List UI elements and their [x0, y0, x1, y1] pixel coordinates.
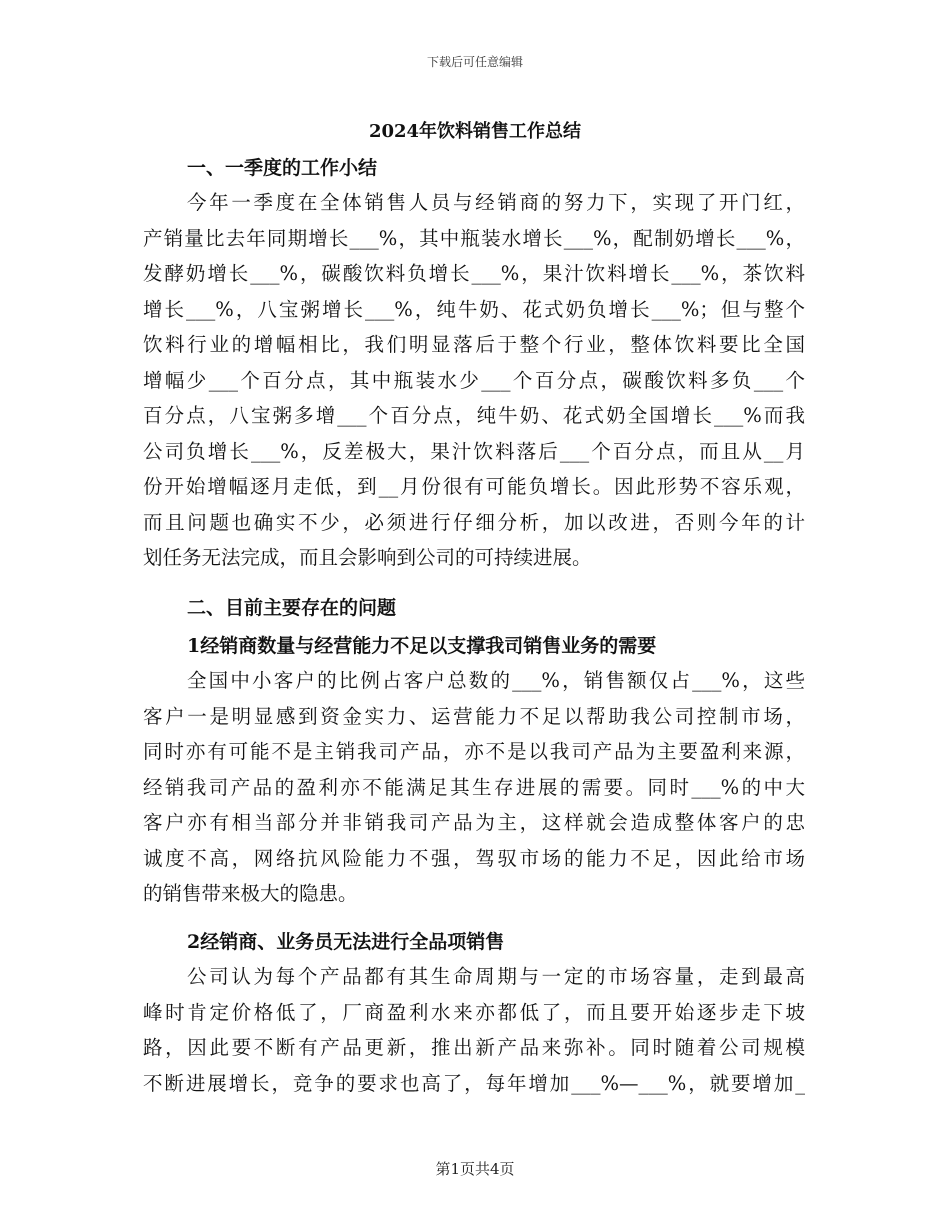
paragraph-line: 客户亦有相当部分并非销我司产品为主，这样就会造成整体客户的忠 — [143, 811, 805, 834]
section-2 — [143, 591, 805, 625]
page-number: 第1页共4页 — [435, 1160, 515, 1178]
paragraph-line: 划任务无法完成，而且会影响到公司的可持续进展。 — [143, 546, 592, 569]
subsection-1 — [143, 629, 805, 912]
paragraph-line: 的销售带来极大的隐患。 — [143, 882, 358, 905]
paragraph-line: 诚度不高，网络抗风险能力不强，驾驭市场的能力不足，因此给市场 — [143, 846, 805, 870]
page-header-note: 下载后可任意编辑 — [426, 55, 523, 69]
subsection-2 — [143, 925, 805, 1101]
paragraph-line: 公司认为每个产品都有其生命周期与一定的市场容量，走到最高 — [187, 965, 805, 988]
paragraph-line: 峰时肯定价格低了，厂商盈利水来亦都低了，而且要开始逐步走下坡 — [143, 1000, 805, 1024]
paragraph-line: 份开始增幅逐月走低，到__月份很有可能负增长。因此形势不容乐观， — [143, 475, 805, 498]
subsection-heading: 2经销商、业务员无法进行全品项销售 — [187, 931, 505, 953]
section-heading: 一、一季度的工作小结 — [187, 157, 378, 179]
paragraph-line: 不断进展增长，竞争的要求也高了，每年增加___%—___%，就要增加_ — [143, 1071, 805, 1095]
paragraph-line: 今年一季度在全体销售人员与经销商的努力下，实现了开门红， — [187, 191, 805, 214]
paragraph-line: 百分点，八宝粥多增___个百分点，纯牛奶、花式奶全国增长___%而我 — [143, 404, 805, 427]
paragraph-line: 同时亦有可能不是主销我司产品，亦不是以我司产品为主要盈利来源， — [143, 740, 805, 763]
paragraph-line: 而且问题也确实不少，必须进行仔细分析，加以改进，否则今年的计 — [143, 510, 805, 534]
paragraph-line: 发酵奶增长___%，碳酸饮料负增长___%，果汁饮料增长___%，茶饮料 — [143, 262, 805, 285]
paragraph-line: 经销我司产品的盈利亦不能满足其生存进展的需要。同时___%的中大 — [143, 775, 805, 799]
paragraph-line: 路，因此要不断有产品更新，推出新产品来弥补。同时随着公司规模 — [143, 1036, 805, 1059]
paragraph-line: 全国中小客户的比例占客户总数的___%，销售额仅占___%，这些 — [187, 669, 805, 692]
paragraph-line: 饮料行业的增幅相比，我们明显落后于整个行业，整体饮料要比全国 — [143, 333, 805, 356]
section-1 — [143, 151, 805, 576]
section-heading: 二、目前主要存在的问题 — [187, 597, 397, 619]
document-title: 2024年饮料销售工作总结 — [368, 121, 582, 142]
paragraph-line: 增幅少___个百分点，其中瓶装水少___个百分点，碳酸饮料多负___个 — [143, 368, 805, 392]
paragraph-line: 客户一是明显感到资金实力、运营能力不足以帮助我公司控制市场， — [143, 704, 805, 728]
paragraph-line: 公司负增长___%，反差极大，果汁饮料落后___个百分点，而且从__月 — [143, 439, 805, 463]
paragraph-line: 增长___%，八宝粥增长___%，纯牛奶、花式奶负增长___%；但与整个 — [143, 297, 805, 321]
subsection-heading: 1经销商数量与经营能力不足以支撑我司销售业务的需要 — [187, 635, 657, 657]
paragraph-line: 产销量比去年同期增长___%，其中瓶装水增长___%，配制奶增长___%， — [143, 226, 805, 250]
